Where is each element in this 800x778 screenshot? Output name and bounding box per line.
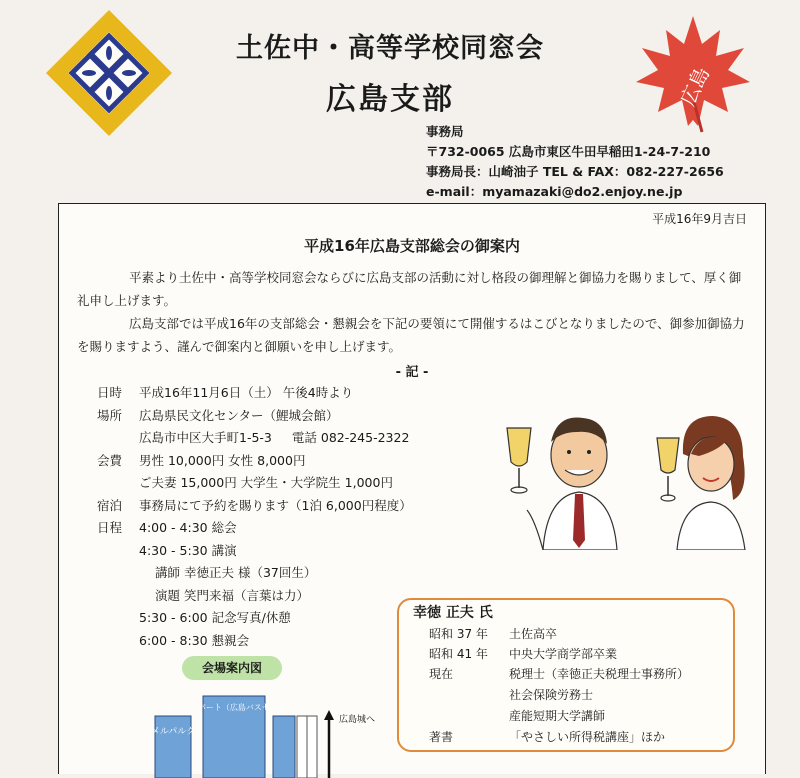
schedule-row-3 bbox=[97, 562, 412, 585]
schedule-row-5 bbox=[97, 607, 412, 630]
announcement-paragraph: 広島支部では平成16年の支部総会・懇親会を下記の要領にて開催するはこびとなりましたので、御参加御協力を賜りますよう、謹んで御案内と御願いを申し上げます。 bbox=[77, 316, 745, 354]
place-value: 広島県民文化センター（鯉城会館） bbox=[139, 407, 339, 423]
map-label: 会場案内図 bbox=[182, 656, 282, 680]
schedule-item-2: 4:30 - 5:30 講演 bbox=[139, 542, 237, 558]
schedule-item-1: 4:00 - 4:30 総会 bbox=[139, 520, 237, 535]
schedule-item-6: 6:00 - 8:30 懇親会 bbox=[139, 632, 250, 648]
office-address: 〒732-0065 広島市東区牛田早稲田1-24-7-210 bbox=[426, 144, 711, 159]
profile-row: 昭和 41 年 中央大学商学部卒業 bbox=[429, 647, 618, 661]
profile-row: 著書 「やさしい所得税講座」ほか bbox=[429, 730, 666, 744]
schedule-item-4: 演題 笑門来福（言葉は力） bbox=[155, 587, 309, 603]
branch-title: 広島支部 bbox=[326, 82, 454, 117]
castle-direction: 広島城へ bbox=[339, 715, 376, 725]
profile-row: 昭和 37 年 土佐高卒 bbox=[429, 627, 558, 641]
schedule-item-5: 5:30 - 6:00 記念写真/休憩 bbox=[139, 610, 291, 625]
office-email: e-mail：myamazaki@do2.enjoy.ne.jp bbox=[426, 184, 683, 199]
office-label: 事務局 bbox=[426, 124, 464, 139]
stay-row bbox=[97, 495, 412, 518]
fee-row bbox=[97, 450, 412, 473]
datetime-value: 平成16年11月6日（土） 午後4時より bbox=[139, 385, 354, 400]
speaker-name: 幸徳 正夫 氏 bbox=[413, 605, 493, 621]
schedule-row-4 bbox=[97, 585, 412, 608]
notice-box bbox=[58, 203, 766, 774]
maple-text: 広島 bbox=[675, 63, 715, 110]
toasting-couple-illustration bbox=[487, 400, 757, 550]
schedule-item-3: 講師 幸徳正夫 様（37回生） bbox=[155, 565, 317, 580]
notice-title: 平成16年広島支部総会の御案内 bbox=[304, 237, 520, 255]
fee-line2: ご夫妻 15,000円 大学生・大学院生 1,000円 bbox=[139, 475, 393, 490]
datetime-label: 日時 bbox=[97, 385, 123, 400]
notice-date: 平成16年9月吉日 bbox=[652, 212, 747, 226]
fee-label: 会費 bbox=[97, 452, 123, 468]
fee-row-2 bbox=[97, 472, 412, 495]
schedule-row-2 bbox=[97, 540, 412, 563]
profile-row: 産能短期大学講師 bbox=[509, 709, 606, 723]
event-details bbox=[97, 382, 412, 652]
schedule-label: 日程 bbox=[97, 520, 123, 535]
store-melparque: メルパルク bbox=[150, 727, 196, 737]
place-address-row bbox=[97, 427, 412, 450]
stay-value: 事務局にて予約を賜ります（1泊 6,000円程度） bbox=[139, 497, 412, 513]
place-phone: 電話 082-245-2322 bbox=[291, 430, 410, 445]
place-label: 場所 bbox=[97, 407, 123, 423]
store-sogo: そごうデパート（広島バスセンター） bbox=[166, 703, 302, 712]
datetime-row bbox=[97, 382, 412, 405]
stay-label: 宿泊 bbox=[97, 497, 123, 513]
speaker-profile bbox=[397, 598, 735, 752]
venue-map bbox=[149, 688, 409, 778]
schedule-row-6 bbox=[97, 630, 412, 653]
org-title: 土佐中・高等学校同窓会 bbox=[236, 33, 544, 64]
maple-leaf-icon bbox=[628, 8, 758, 138]
profile-row: 現在 税理士（幸徳正夫税理士事務所） bbox=[429, 667, 690, 681]
schedule-row bbox=[97, 517, 412, 540]
fee-line1: 男性 10,000円 女性 8,000円 bbox=[139, 452, 306, 468]
office-manager: 事務局長：山崎油子 TEL & FAX：082-227-2656 bbox=[426, 164, 724, 179]
place-row bbox=[97, 405, 412, 428]
contact-block bbox=[426, 122, 724, 202]
ki-heading: - 記 - bbox=[395, 365, 429, 380]
place-address: 広島市中区大手町1-5-3 bbox=[139, 430, 272, 445]
greeting-paragraph: 平素より土佐中・高等学校同窓会ならびに広島支部の活動に対し格段の御理解と御協力を賜りまして、厚く御礼申し上げます。 bbox=[77, 270, 742, 308]
profile-row: 社会保険労務士 bbox=[509, 688, 594, 702]
